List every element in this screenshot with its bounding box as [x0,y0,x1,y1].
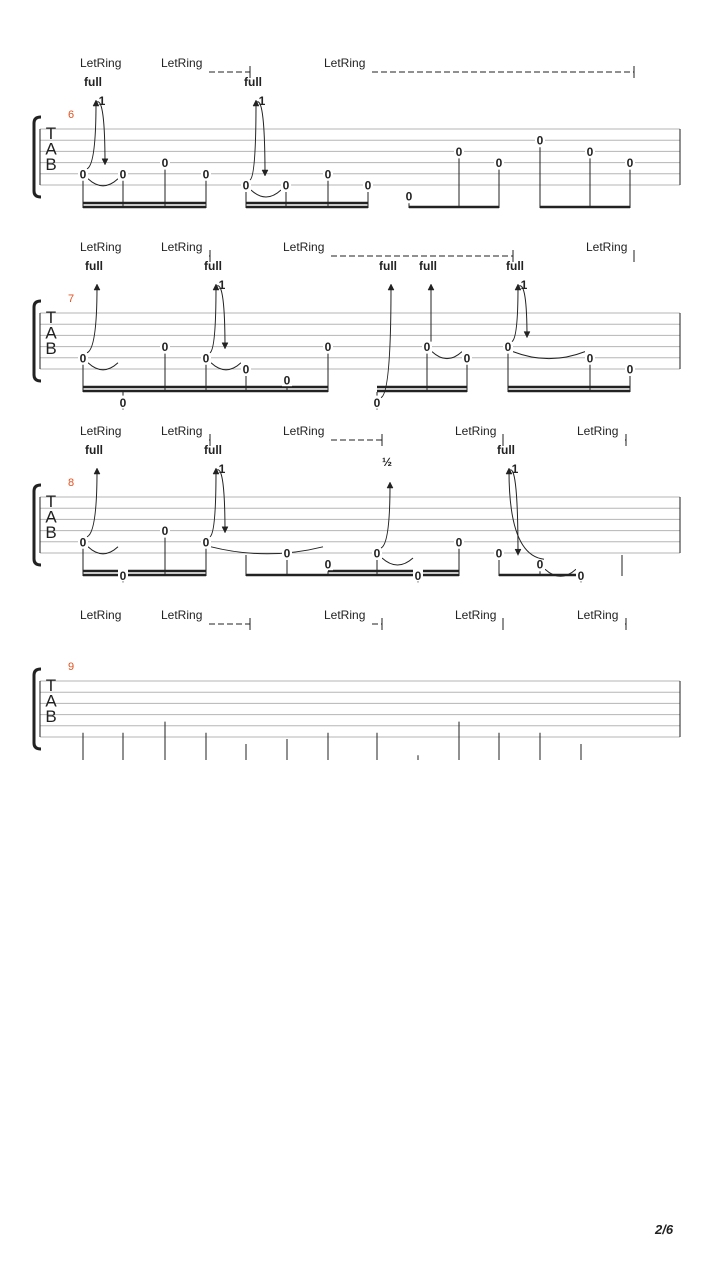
fret-number: 0 [283,373,291,388]
bend-curve [210,287,216,353]
let-ring-label: LetRing [283,424,325,438]
release-arrowhead [524,332,530,338]
let-ring-label: LetRing [283,240,325,254]
let-ring-label: LetRing [577,608,619,622]
tab-clef-t: T [45,308,57,327]
fret-number: 0 [536,133,544,148]
fret-number: 0 [242,178,250,193]
fret-number: 0 [455,535,463,550]
tab-clef-b: B [45,707,57,726]
fret-number: 0 [626,156,634,171]
fret-number: 0 [202,535,210,550]
release-curve [257,102,265,176]
tab-clef-a: A [45,323,57,343]
bend-release-amount: 1 [511,462,519,476]
fret-number: 0 [495,156,503,171]
let-ring-label: LetRing [80,56,122,70]
measure-number: 6 [68,109,75,121]
bend-release-amount: 1 [520,278,528,292]
tab-system-7 [34,240,680,410]
fret-number: 0 [161,340,169,355]
tab-clef-b: B [45,339,57,358]
tab-clef-b: B [45,155,57,174]
fret-number: 0 [119,568,127,583]
measure-number: 9 [68,661,75,673]
measure-number: 7 [68,293,75,305]
fret-number: 0 [586,351,594,366]
tab-clef-t: T [45,492,57,511]
release-arrowhead [102,159,108,165]
bend-full-label: full [419,259,437,273]
let-ring-label: LetRing [324,56,366,70]
tab-clef-a: A [45,691,57,711]
fret-number: 0 [414,568,422,583]
tab-system-8 [34,424,680,583]
fret-number: 0 [364,178,372,193]
let-ring-label: LetRing [577,424,619,438]
bend-full-label: full [244,75,262,89]
tab-clef-t: T [45,676,57,695]
bend-curve [381,485,390,548]
fret-number: 0 [324,167,332,182]
bend-full-label: full [204,259,222,273]
tie-arc [382,558,413,565]
fret-number: 0 [455,144,463,159]
bend-release-amount: 1 [98,94,106,108]
bend-full-label: full [204,443,222,457]
bend-half-label: ½ [381,455,393,469]
bend-full-label: full [84,75,102,89]
fret-number: 0 [242,362,250,377]
let-ring-label: LetRing [80,424,122,438]
fret-number: 0 [119,167,127,182]
fret-number: 0 [504,340,512,355]
release-curve [217,286,225,349]
release-arrowhead [262,170,268,176]
measure-number: 8 [68,477,75,489]
bend-arrowhead [388,284,394,290]
let-ring-label: LetRing [161,424,203,438]
release-arrowhead [515,549,521,555]
bend-arrowhead [428,284,434,290]
fret-number: 0 [577,568,585,583]
bend-curve [509,471,544,559]
fret-number: 0 [202,351,210,366]
bend-curve [210,471,216,537]
let-ring-label: LetRing [455,608,497,622]
fret-number: 0 [463,351,471,366]
release-curve [510,470,518,555]
fret-number: 0 [324,557,332,572]
tab-system-6 [34,56,680,208]
bend-curve [381,287,391,398]
release-curve [519,286,527,338]
bend-arrowhead [94,284,100,290]
fret-number: 0 [161,156,169,171]
bend-curve [87,287,97,353]
let-ring-label: LetRing [455,424,497,438]
bend-full-label: full [497,443,515,457]
fret-number: 0 [283,546,291,561]
let-ring-label: LetRing [161,608,203,622]
bend-curve [250,103,256,180]
bend-curve [87,103,96,169]
fret-number: 0 [423,340,431,355]
fret-number: 0 [282,178,290,193]
let-ring-label: LetRing [80,240,122,254]
let-ring-label: LetRing [161,240,203,254]
tab-clef-a: A [45,139,57,159]
tab-clef-a: A [45,507,57,527]
release-curve [97,102,105,165]
fret-number: 0 [202,167,210,182]
fret-number: 0 [161,524,169,539]
release-arrowhead [222,527,228,533]
let-ring-label: LetRing [80,608,122,622]
fret-number: 0 [373,396,381,411]
bend-release-amount: 1 [258,94,266,108]
bend-release-amount: 1 [218,278,226,292]
tab-clef-b: B [45,523,57,542]
let-ring-label: LetRing [586,240,628,254]
bend-full-label: full [85,259,103,273]
fret-number: 0 [536,557,544,572]
fret-number: 0 [373,546,381,561]
bend-arrowhead [387,482,393,488]
let-ring-label: LetRing [324,608,366,622]
fret-number: 0 [495,546,503,561]
release-curve [217,470,225,533]
fret-number: 0 [586,144,594,159]
bend-curve [512,287,518,342]
release-arrowhead [222,343,228,349]
tie-arc [251,190,281,197]
page-number: 2/6 [655,1222,674,1237]
fret-number: 0 [119,396,127,411]
fret-number: 0 [626,362,634,377]
let-ring-label: LetRing [161,56,203,70]
fret-number: 0 [79,535,87,550]
bend-curve [87,471,97,537]
bend-full-label: full [379,259,397,273]
fret-number: 0 [79,167,87,182]
bend-release-amount: 1 [218,462,226,476]
bend-arrowhead [94,468,100,474]
fret-number: 0 [405,189,413,204]
fret-number: 0 [324,340,332,355]
bend-full-label: full [506,259,524,273]
bend-full-label: full [85,443,103,457]
fret-number: 0 [79,351,87,366]
tab-system-9 [34,608,680,760]
tab-clef-t: T [45,124,57,143]
